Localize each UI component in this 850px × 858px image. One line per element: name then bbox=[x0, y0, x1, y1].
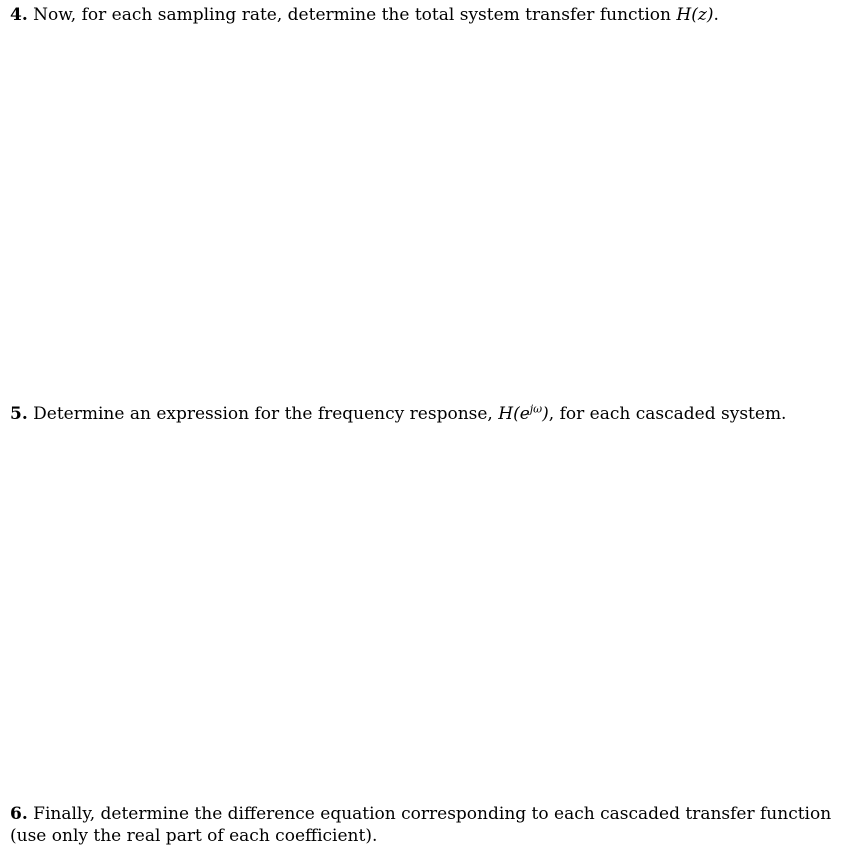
question-6-number: 6. bbox=[10, 804, 28, 824]
answer-space-4 bbox=[10, 30, 840, 395]
question-5-text: Determine an expression for the frequency response, bbox=[27, 404, 499, 424]
question-5-math-close: ) bbox=[542, 404, 549, 424]
question-5-text-end: , for each cascaded system. bbox=[548, 404, 787, 424]
question-4-number: 4. bbox=[10, 5, 28, 25]
question-6 bbox=[10, 803, 844, 847]
question-5-math-sup: jω bbox=[529, 402, 543, 416]
question-4-text: Now, for each sampling rate, determine the total system transfer function bbox=[27, 5, 677, 25]
question-4 bbox=[10, 4, 844, 26]
question-6-text: Finally, determine the difference equation corresponding to each cascaded transfer function (use only the real part of each coefficient). bbox=[10, 804, 832, 846]
question-5-math-open: (e bbox=[513, 404, 530, 424]
question-4-text-end: . bbox=[713, 5, 719, 25]
question-4-math-h: H bbox=[676, 5, 692, 25]
question-4-math-z: (z) bbox=[691, 5, 714, 25]
question-5 bbox=[10, 403, 844, 425]
question-5-math-h: H bbox=[498, 404, 514, 424]
answer-space-5 bbox=[10, 430, 840, 795]
question-5-number: 5. bbox=[10, 404, 28, 424]
